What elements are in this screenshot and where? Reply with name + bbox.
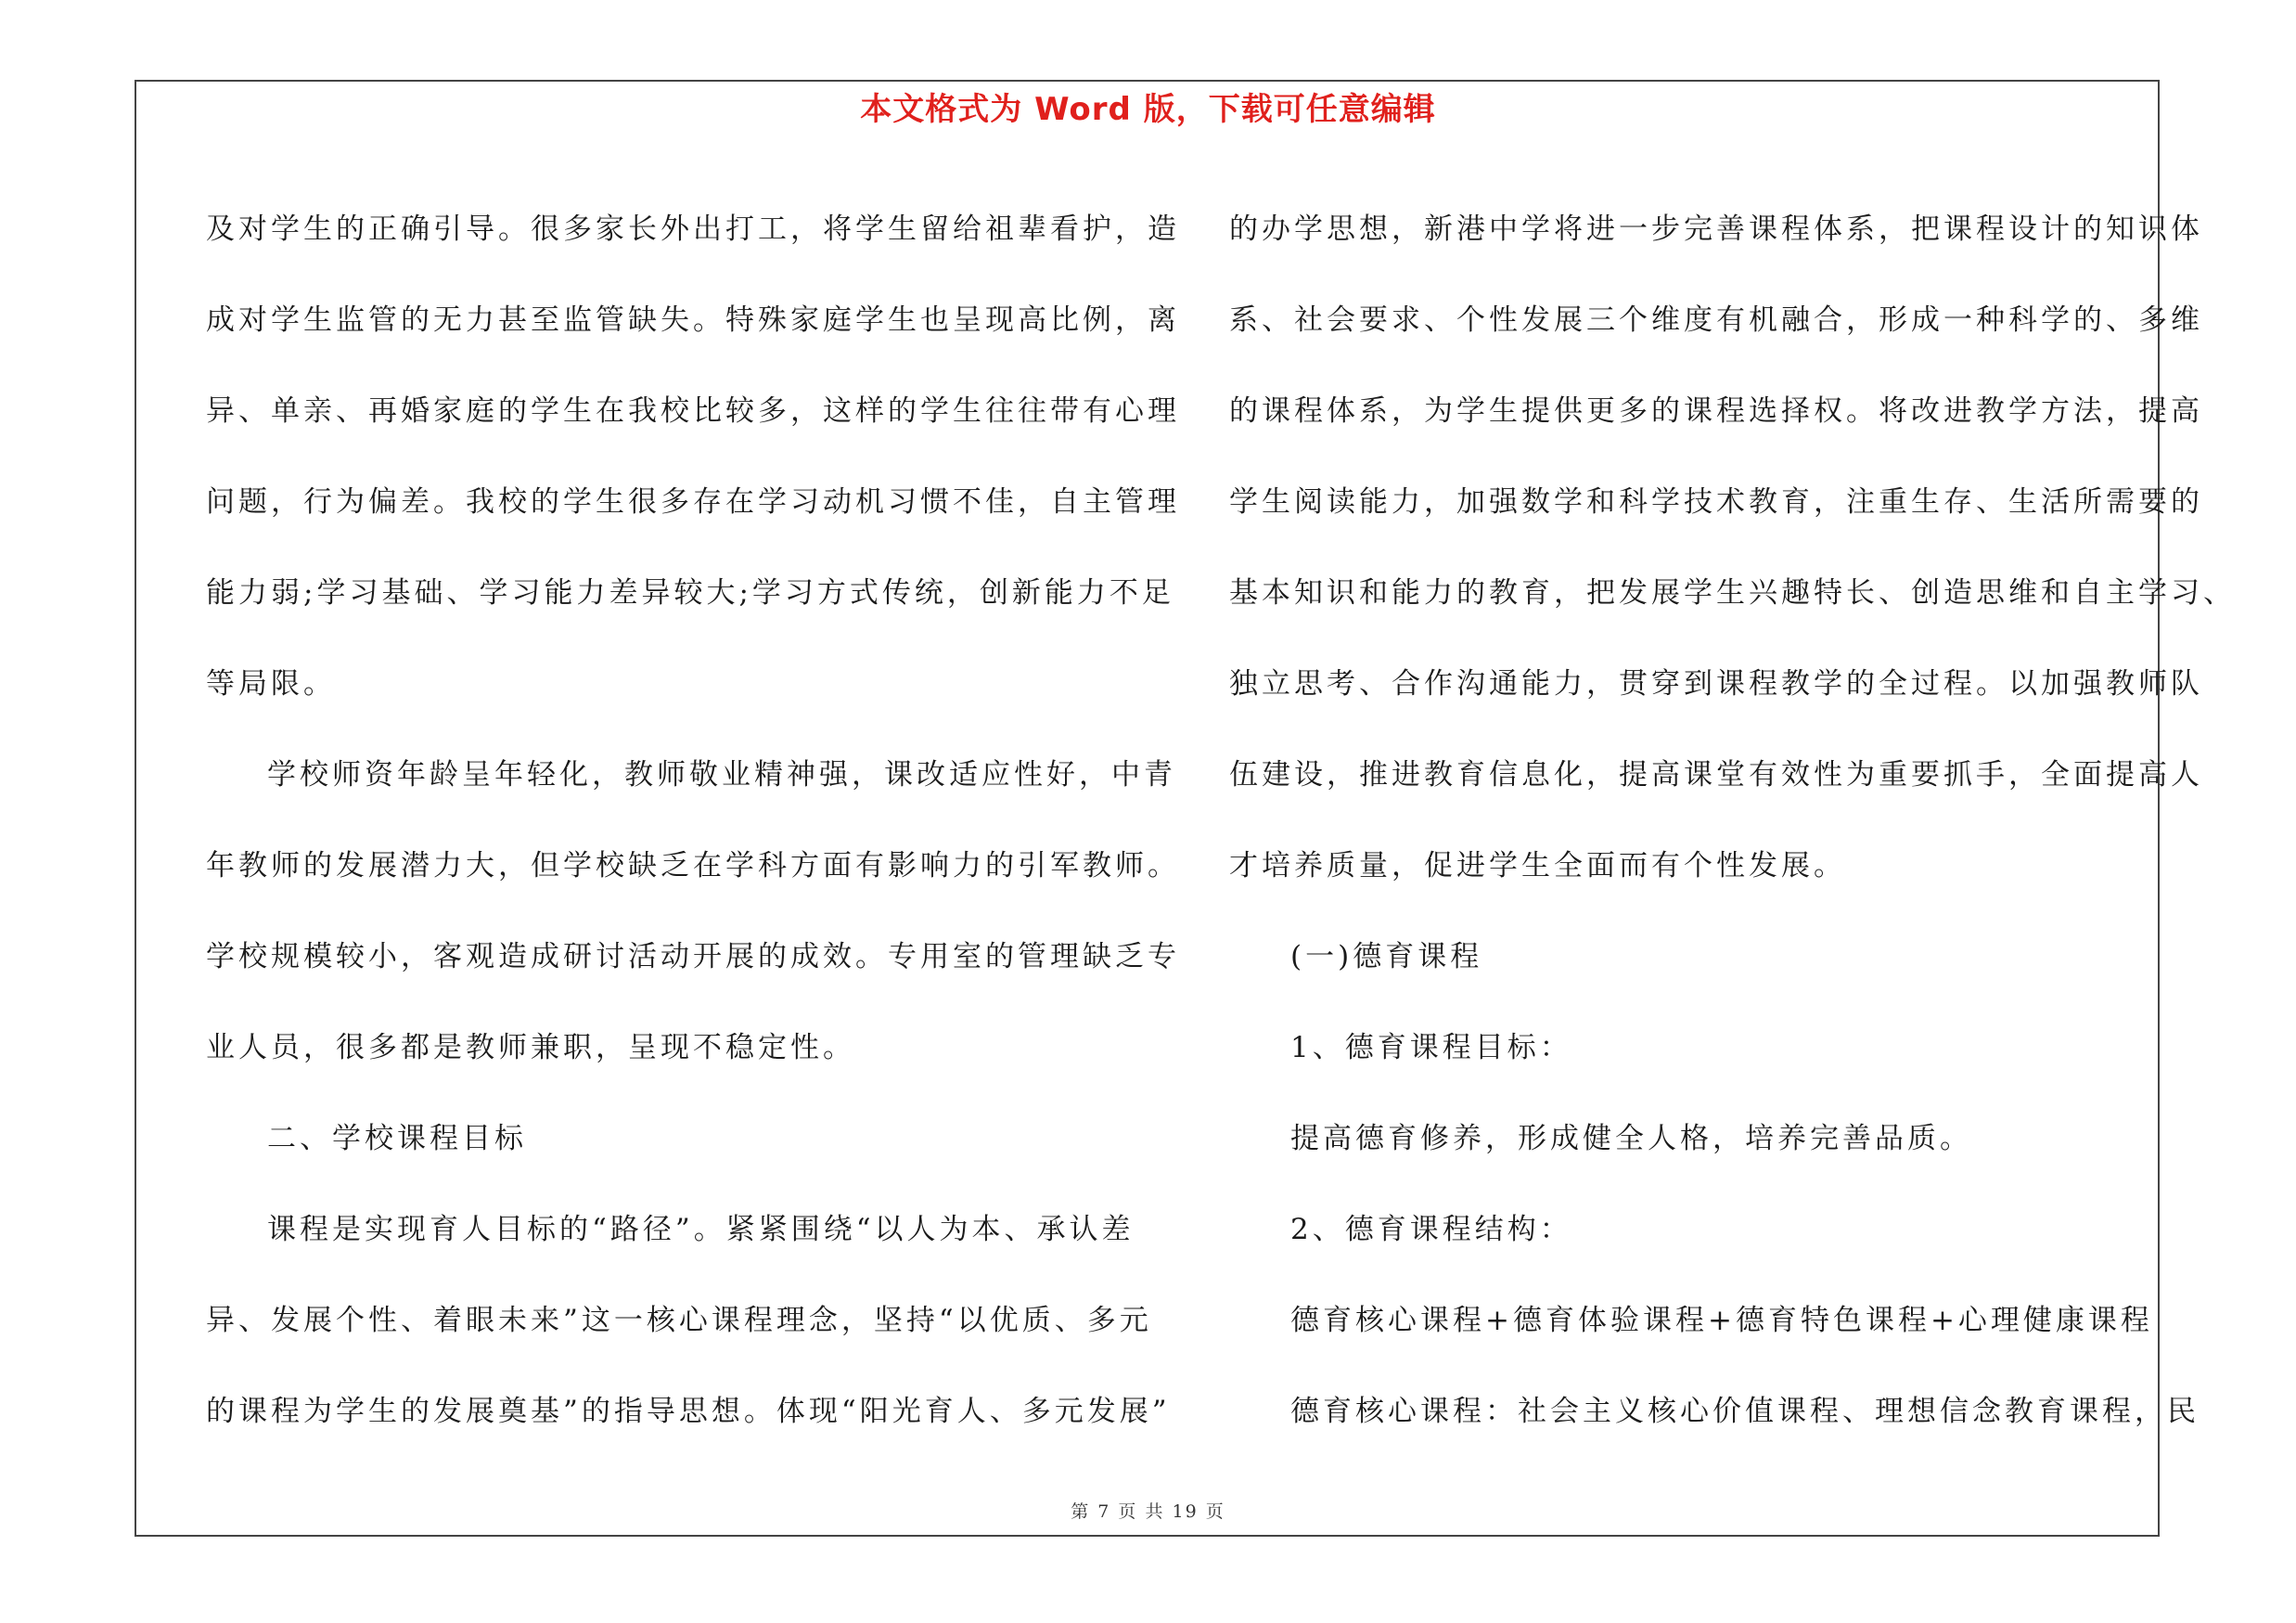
subsection-heading: 1、德育课程目标： [1290, 1031, 1572, 1064]
text-line: 及对学生的正确引导。很多家长外出打工，将学生留给祖辈看护，造 [206, 213, 1180, 246]
subsection-heading: 2、德育课程结构： [1290, 1213, 1572, 1246]
text-line: 课程是实现育人目标的“路径”。紧紧围绕“以人为本、承认差 [267, 1213, 1135, 1246]
text-line: 异、发展个性、着眼未来”这一核心课程理念，坚持“以优质、多元 [206, 1304, 1152, 1337]
text-line: 年教师的发展潜力大，但学校缺乏在学科方面有影响力的引军教师。 [206, 849, 1180, 882]
text-line: 的办学思想，新港中学将进一步完善课程体系，把课程设计的知识体 [1229, 213, 2203, 246]
text-line: 学校规模较小，客观造成研讨活动开展的成效。专用室的管理缺乏专 [206, 940, 1180, 973]
text-line: 学生阅读能力，加强数学和科学技术教育，注重生存、生活所需要的 [1229, 485, 2203, 519]
text-line: 成对学生监管的无力甚至监管缺失。特殊家庭学生也呈现高比例，离 [206, 303, 1180, 337]
text-line: 德育核心课程+德育体验课程+德育特色课程+心理健康课程 [1290, 1304, 2153, 1337]
text-line: 能力弱;学习基础、学习能力差异较大;学习方式传统，创新能力不足 [206, 576, 1174, 610]
text-line: 业人员，很多都是教师兼职，呈现不稳定性。 [206, 1031, 855, 1064]
text-line: 问题，行为偏差。我校的学生很多存在学习动机习惯不佳，自主管理 [206, 485, 1180, 519]
text-line: 学校师资年龄呈年轻化，教师敬业精神强，课改适应性好，中青 [267, 758, 1176, 792]
text-line: 的课程体系，为学生提供更多的课程选择权。将改进教学方法，提高 [1229, 394, 2203, 428]
text-line: 系、社会要求、个性发展三个维度有机融合，形成一种科学的、多维 [1229, 303, 2203, 337]
right-text-column [1229, 184, 2236, 1457]
section-heading: 二、学校课程目标 [267, 1122, 527, 1155]
page-number: 第 7 页 共 19 页 [1071, 1501, 1225, 1522]
text-line: 独立思考、合作沟通能力，贯穿到课程教学的全过程。以加强教师队 [1229, 667, 2203, 701]
text-line: 基本知识和能力的教育，把发展学生兴趣特长、创造思维和自主学习、 [1229, 576, 2236, 610]
text-line: 德育核心课程：社会主义核心价值课程、理想信念教育课程，民 [1290, 1395, 2200, 1428]
text-line: 的课程为学生的发展奠基”的指导思想。体现“阳光育人、多元发展” [206, 1395, 1171, 1428]
text-line: 才培养质量，促进学生全面而有个性发展。 [1229, 849, 1846, 882]
format-banner: 本文格式为 Word 版，下载可任意编辑 [860, 91, 1436, 128]
left-text-column [206, 184, 1180, 1457]
text-line: 异、单亲、再婚家庭的学生在我校比较多，这样的学生往往带有心理 [206, 394, 1180, 428]
text-line: 提高德育修养，形成健全人格，培养完善品质。 [1290, 1122, 1972, 1155]
text-line: 等局限。 [206, 667, 336, 701]
text-line: 伍建设，推进教育信息化，提高课堂有效性为重要抓手，全面提高人 [1229, 758, 2203, 792]
section-heading: (一)德育课程 [1290, 940, 1483, 973]
